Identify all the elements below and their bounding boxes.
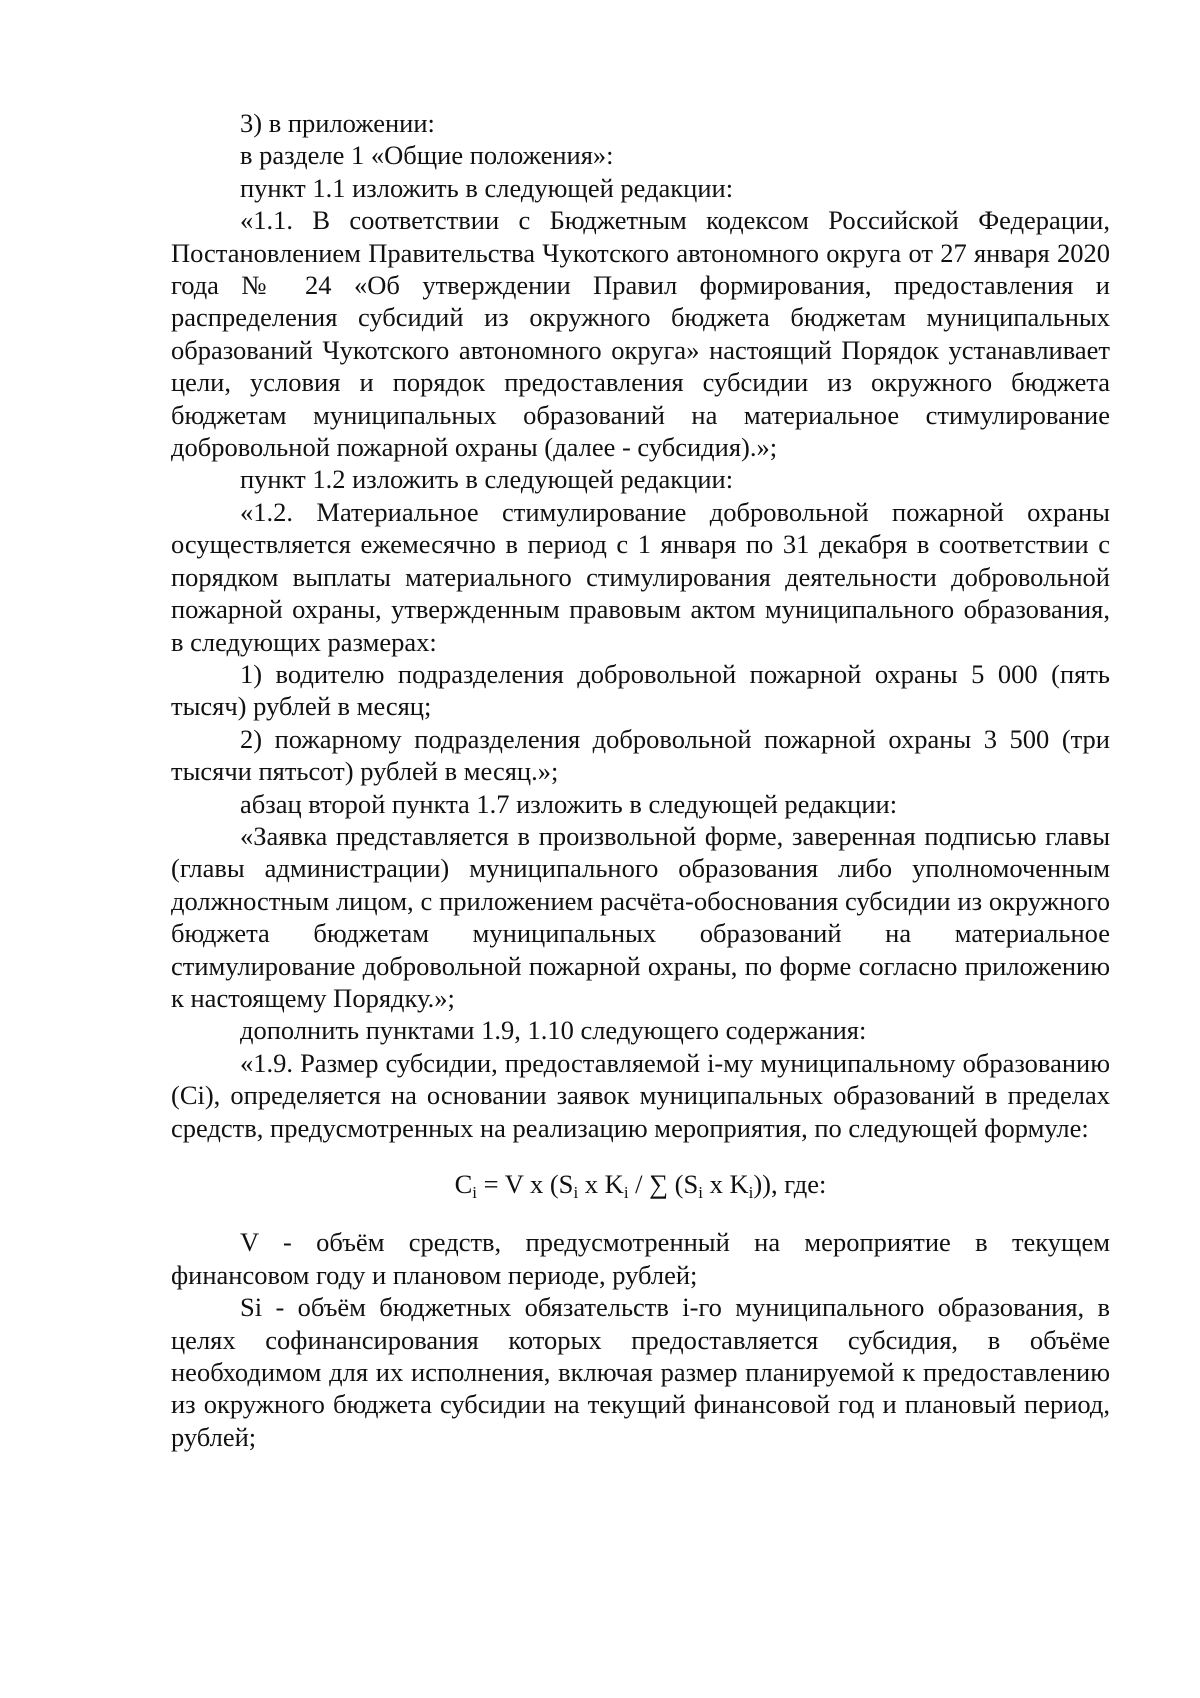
paragraph-item-3-in-appendix: 3) в приложении: xyxy=(240,108,435,138)
paragraph-driver-amount: 1) водителю подразделения добровольной пожарной охраны 5 000 (пять тысяч) рублей в месяц; xyxy=(171,658,1110,722)
paragraph-point-1-2-text: «1.2. Материальное стимулирование добровольной пожарной охраны осуществляется ежемесячно в период с 1 января по 31 декабря в соответствии с порядком выплаты материального стимулирования деятельности добровольной пожарной охраны, утвержденным правовым актом муниципального образования, в следующих размерах: xyxy=(171,496,1110,657)
paragraph-points-1-9-1-10-intro: дополнить пунктами 1.9, 1.10 следующего содержания: xyxy=(240,1015,867,1046)
paragraph-point-1-9-text: «1.9. Размер субсидии, предоставляемой i-му муниципальному образованию (Ci), определяется на основании заявок муниципальных образований в пределах средств, предусмотренных на реализацию мероприятия, по следующей формуле: xyxy=(171,1047,1110,1143)
paragraph-point-1-1-text: «1.1. В соответствии с Бюджетным кодексом Российской Федерации, Постановлением Правительства Чукотского автономного округа от 27 января 2020 года № 24 «Об утверждении Правил формирования, предоставления и распределения субсидий из окружного бюджета бюджетам муниципальных образований Чукотского автономного округа» настоящий Порядок устанавливает цели, условия и порядок предоставления субсидии из окружного бюджета бюджетам муниципальных образований на материальное стимулирование добровольной пожарной охраны (далее - субсидия).»; xyxy=(171,205,1110,463)
subsidy-formula: $C_i = V$ x ($S_i$ x $K_i$ / ∑ ($S_i$ x $K_i$)), где: xyxy=(454,1169,827,1202)
paragraph-point-1-2-intro: пункт 1.2 изложить в следующей редакции: xyxy=(240,464,734,495)
paragraph-si-definition: Si - объём бюджетных обязательств i-го муниципального образования, в целях софинансирования которых предоставляется субсидия, в объёме необходимом для их исполнения, включая размер планируемой к предоставлению из окружного бюджета субсидии на текущий финансовой год и плановый период, рублей; xyxy=(171,1292,1110,1452)
paragraph-point-1-7-text: «Заявка представляется в произвольной форме, заверенная подписью главы (главы администрации) муниципального образования либо уполномоченным должностным лицом, с приложением расчёта-обоснования субсидии из окружного бюджета бюджетам муниципальных образований на материальное стимулирование добровольной пожарной охраны, по форме согласно приложению к настоящему Порядку.»; xyxy=(171,820,1110,1013)
paragraph-firefighter-amount: 2) пожарному подразделения добровольной пожарной охраны 3 500 (три тысячи пятьсот) рублей в месяц.»; xyxy=(171,723,1110,787)
paragraph-v-definition: V - объём средств, предусмотренный на мероприятие в текущем финансовом году и плановом периоде, рублей; xyxy=(171,1227,1110,1290)
document-body xyxy=(171,107,1110,1453)
paragraph-point-1-7-intro: абзац второй пункта 1.7 изложить в следующей редакции: xyxy=(240,788,898,819)
paragraph-section-1: в разделе 1 «Общие положения»: xyxy=(240,140,614,171)
paragraph-point-1-1-intro: пункт 1.1 изложить в следующей редакции: xyxy=(240,172,734,203)
